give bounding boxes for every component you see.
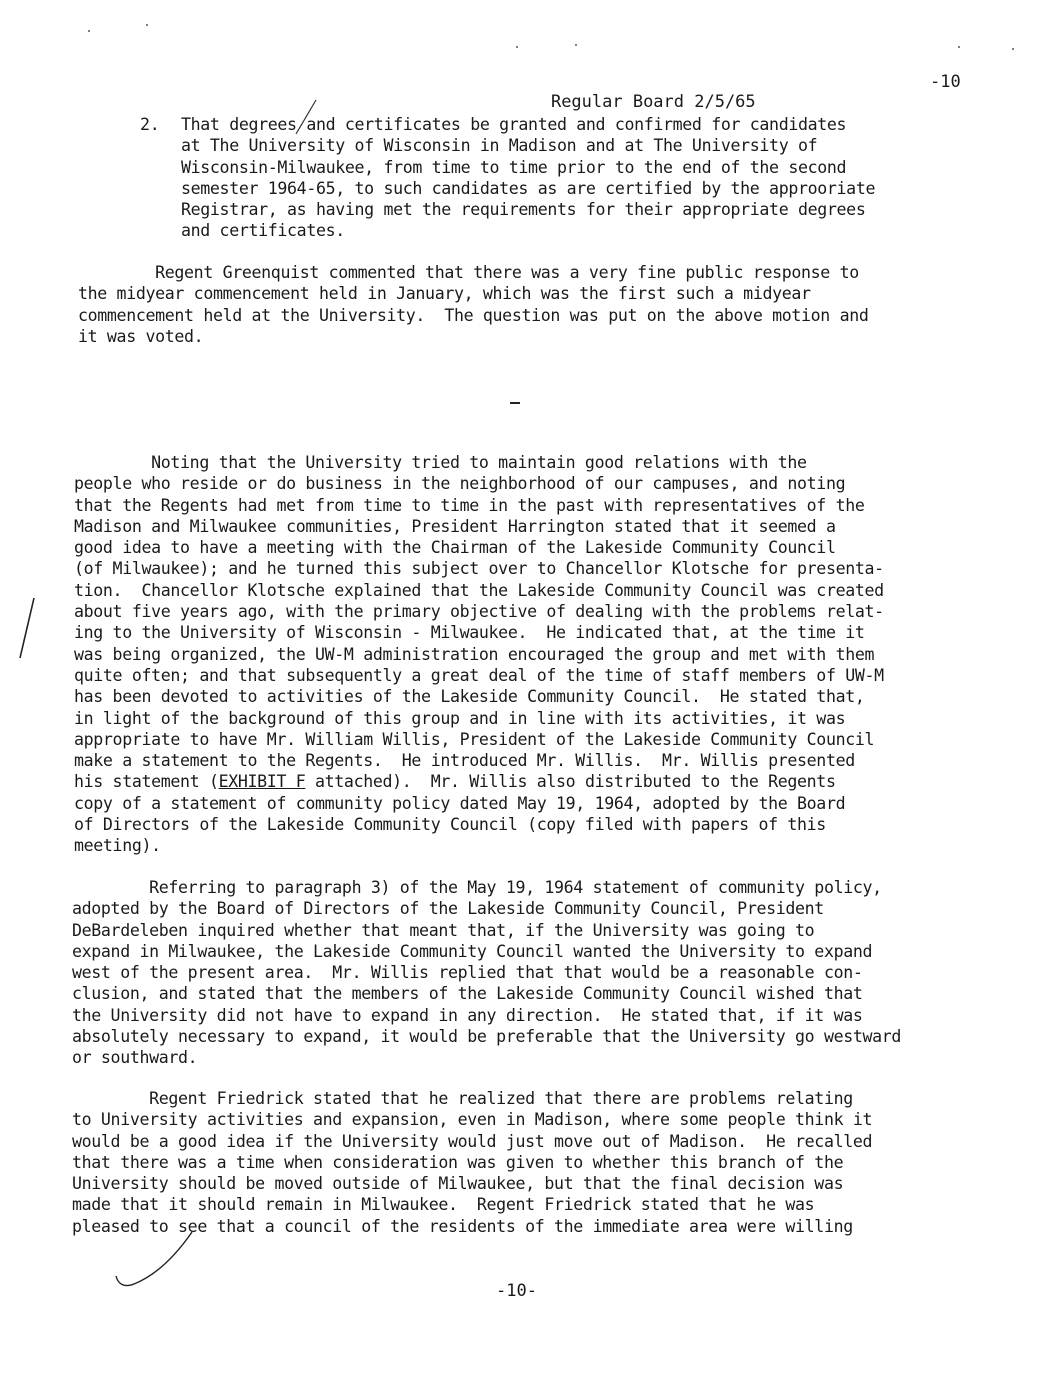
scan-speck [575,44,577,46]
scan-speck [146,24,148,26]
text-line: that the Regents had met from time to time in the past with representatives of the [74,495,865,515]
text-line-with-exhibit [74,771,884,792]
text-line: Regent Greenquist commented that there was a very fine public response to [78,263,859,282]
text-line: Wisconsin-Milwaukee, from time to time prior to the end of the second [181,157,847,177]
item-number: 2. [140,115,160,134]
text-line: people who reside or do business in the neighborhood of our campuses, and noting [74,474,846,494]
margin-pen-line [10,594,40,664]
text-line: copy of a statement of community policy dated May 19, 1964, adopted by the Board [74,793,846,813]
text-fragment: his statement ( [74,772,219,792]
text-line: tion. Chancellor Klotsche explained that the Lakeside Community Council was created [74,580,884,600]
text-line: (of Milwaukee); and he turned this subject over to Chancellor Klotsche for presenta- [74,559,884,579]
text-line: in light of the background of this group and in line with its activities, it was [74,708,846,728]
text-line: meeting). [74,836,161,856]
header-page-ref: -10 [930,72,961,92]
text-line: good idea to have a meeting with the Chairman of the Lakeside Community Council [74,538,836,558]
text-line: adopted by the Board of Directors of the Lakeside Community Council, President [72,899,824,919]
section-separator [510,402,520,404]
text-line: the midyear commencement held in January, which was the first such a midyear [78,284,811,304]
text-line: or southward. [72,1048,198,1068]
text-line: semester 1964-65, to such candidates as are certified by the approoriate [181,178,876,198]
text-line: DeBardeleben inquired whether that meant that, if the University was going to [72,920,815,940]
text-line: pleased to see that a council of the residents of the immediate area were willing [72,1216,853,1236]
header-title: Regular Board 2/5/65 [550,92,756,112]
text-line: University should be moved outside of Milwaukee, but that the final decision was [72,1174,844,1194]
text-line: absolutely necessary to expand, it would be preferable that the University go westward [72,1027,902,1047]
text-line: the University did not have to expand in any direction. He stated that, if it was [72,1005,863,1025]
text-line: expand in Milwaukee, the Lakeside Community Council wanted the University to expand [72,941,873,961]
page-number: -10- [496,1281,537,1301]
paragraph-friedrick [72,1088,872,1237]
text-line: it was voted. [78,326,204,346]
text-line: Registrar, as having met the requirements for their appropriate degrees [181,200,866,220]
text-line: Regent Friedrick stated that he realized that there are problems relating [72,1089,853,1108]
scan-speck [958,46,960,48]
check-mark [110,1228,200,1298]
text-line: Noting that the University tried to maintain good relations with the [74,453,807,472]
text-line: made that it should remain in Milwaukee. Regent Friedrick stated that he was [72,1195,815,1215]
text-line: clusion, and stated that the members of the Lakeside Community Council wished that [72,984,863,1004]
text-fragment: attached). Mr. Willis also distributed to the Regents [305,772,836,792]
text-line: would be a good idea if the University would just move out of Madison. He recalled [72,1131,873,1151]
item-2-text [181,114,875,242]
text-line: to University activities and expansion, even in Madison, where some people think it [72,1110,873,1130]
text-line: appropriate to have Mr. William Willis, President of the Lakeside Community Council [74,729,875,749]
text-line: has been devoted to activities of the Lakeside Community Council. He stated that, [74,687,865,707]
text-line: Madison and Milwaukee communities, President Harrington stated that it seemed a [74,516,836,536]
text-line: west of the present area. Mr. Willis replied that that would be a reasonable con- [72,963,863,983]
paragraph-greenquist [78,262,869,347]
text-line: That degrees and certificates be granted and confirmed for candidates [181,115,847,134]
text-line: of Directors of the Lakeside Community Council (copy filed with papers of this [74,815,826,835]
scan-speck [88,30,90,32]
text-line: ing to the University of Wisconsin - Milwaukee. He indicated that, at the time it [74,623,865,643]
text-line: and certificates. [181,221,345,241]
paragraph-lakeside-council [74,452,884,857]
scan-speck [1012,48,1014,50]
text-line: about five years ago, with the primary objective of dealing with the problems relat- [74,602,884,622]
text-line: at The University of Wisconsin in Madison and at The University of [181,136,818,156]
paragraph-debardeleben [72,877,901,1069]
text-line: Referring to paragraph 3) of the May 19, 1964 statement of community policy, [72,878,882,897]
text-line: was being organized, the UW-M administration encouraged the group and met with them [74,644,875,664]
scan-speck [516,46,518,48]
text-line: that there was a time when consideration was given to whether this branch of the [72,1152,844,1172]
text-line: make a statement to the Regents. He introduced Mr. Willis. Mr. Willis presented [74,751,855,771]
text-line: quite often; and that subsequently a great deal of the time of staff members of UW-M [74,665,884,685]
exhibit-reference: EXHIBIT F [218,772,306,792]
text-line: commencement held at the University. The question was put on the above motion and [78,305,869,325]
